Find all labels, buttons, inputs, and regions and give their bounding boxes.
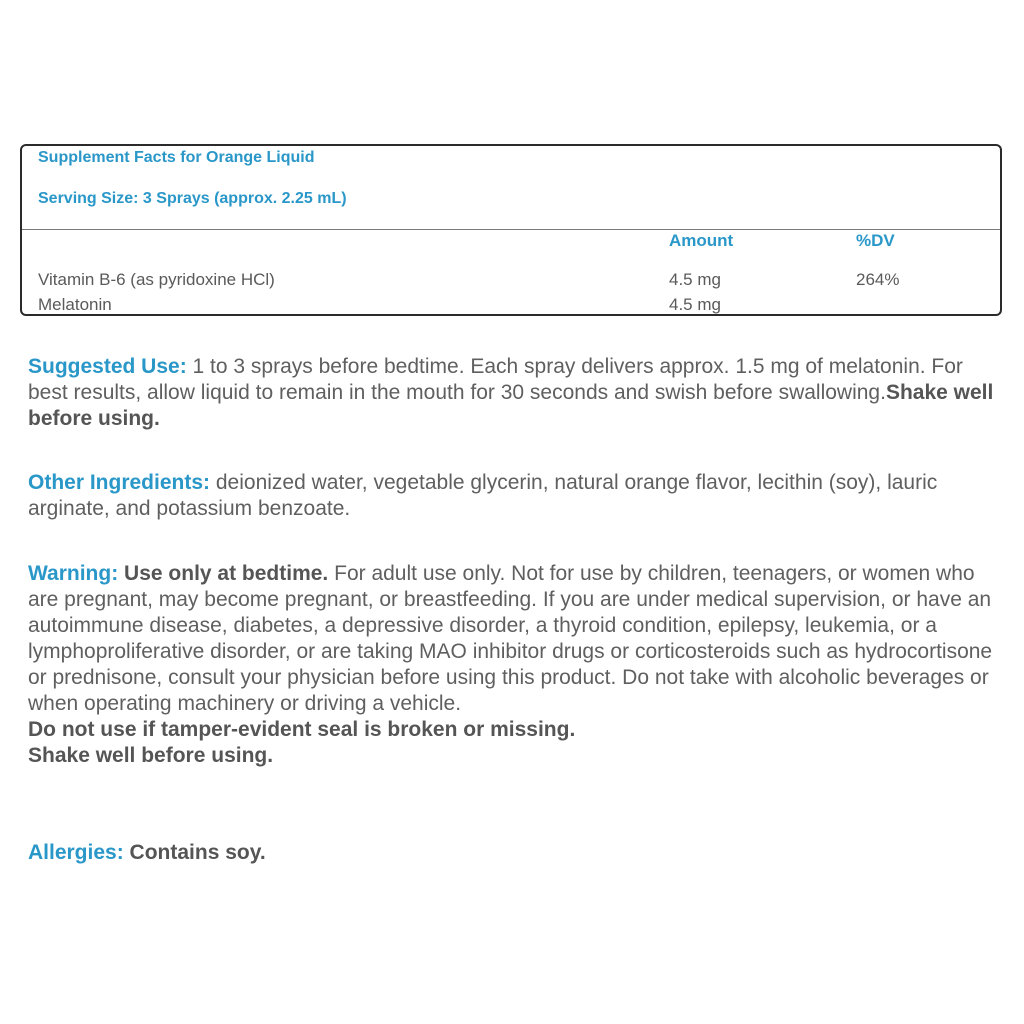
shake-well-note: Shake well before using. xyxy=(28,381,994,430)
warning-label: Warning: xyxy=(28,562,119,585)
suggested-use-label: Suggested Use: xyxy=(28,355,187,378)
other-ingredients-label: Other Ingredients: xyxy=(28,471,211,494)
other-ingredients-paragraph xyxy=(28,470,998,522)
column-header-dv: %DV xyxy=(856,231,895,250)
allergies-paragraph xyxy=(28,840,998,866)
warning-text: For adult use only. Not for use by children, teenagers, or women who are pregnant, may become pregnant, or breastfeeding. If you are under medical supervision, or have an autoimmune disease, diabetes, a depressive disorder, a thyroid condition, epilepsy, leukemia, or a lymphoproliferative disorder, or are taking MAO inhibitor drugs or corticosteroids such as hydrocortisone or prednisone, consult your physician before using this product. Do not take with alcoholic beverages or when operating machinery or driving a vehicle. xyxy=(28,562,993,715)
warning-paragraph xyxy=(28,561,998,717)
shake-notice: Shake well before using. xyxy=(28,744,274,767)
warning-section xyxy=(28,561,998,769)
other-ingredients-text: deionized water, vegetable glycerin, natural orange flavor, lecithin (soy), lauric arginate, and potassium benzoate. xyxy=(28,471,938,520)
suggested-use-paragraph xyxy=(28,354,998,432)
allergies-text: Contains soy. xyxy=(123,841,266,864)
nutrient-name: Vitamin B-6 (as pyridoxine HCl) xyxy=(38,270,275,289)
nutrient-amount: 4.5 mg xyxy=(669,295,721,314)
allergies-label: Allergies: xyxy=(28,841,124,864)
facts-title: Supplement Facts for Orange Liquid xyxy=(38,149,315,166)
supplement-facts-panel xyxy=(20,144,1002,316)
bedtime-only-note: Use only at bedtime. xyxy=(118,562,329,585)
serving-size: Serving Size: 3 Sprays (approx. 2.25 mL) xyxy=(38,190,347,207)
column-header-amount: Amount xyxy=(669,231,734,250)
seal-notice: Do not use if tamper-evident seal is broken or missing. xyxy=(28,718,576,741)
nutrient-amount: 4.5 mg xyxy=(669,270,721,289)
nutrient-name: Melatonin xyxy=(38,295,112,314)
nutrient-dv: 264% xyxy=(856,270,900,289)
facts-divider xyxy=(22,229,1000,230)
suggested-use-text: 1 to 3 sprays before bedtime. Each spray delivers approx. 1.5 mg of melatonin. For best results, allow liquid to remain in the mouth for 30 seconds and swish before swallowing. xyxy=(28,355,963,404)
